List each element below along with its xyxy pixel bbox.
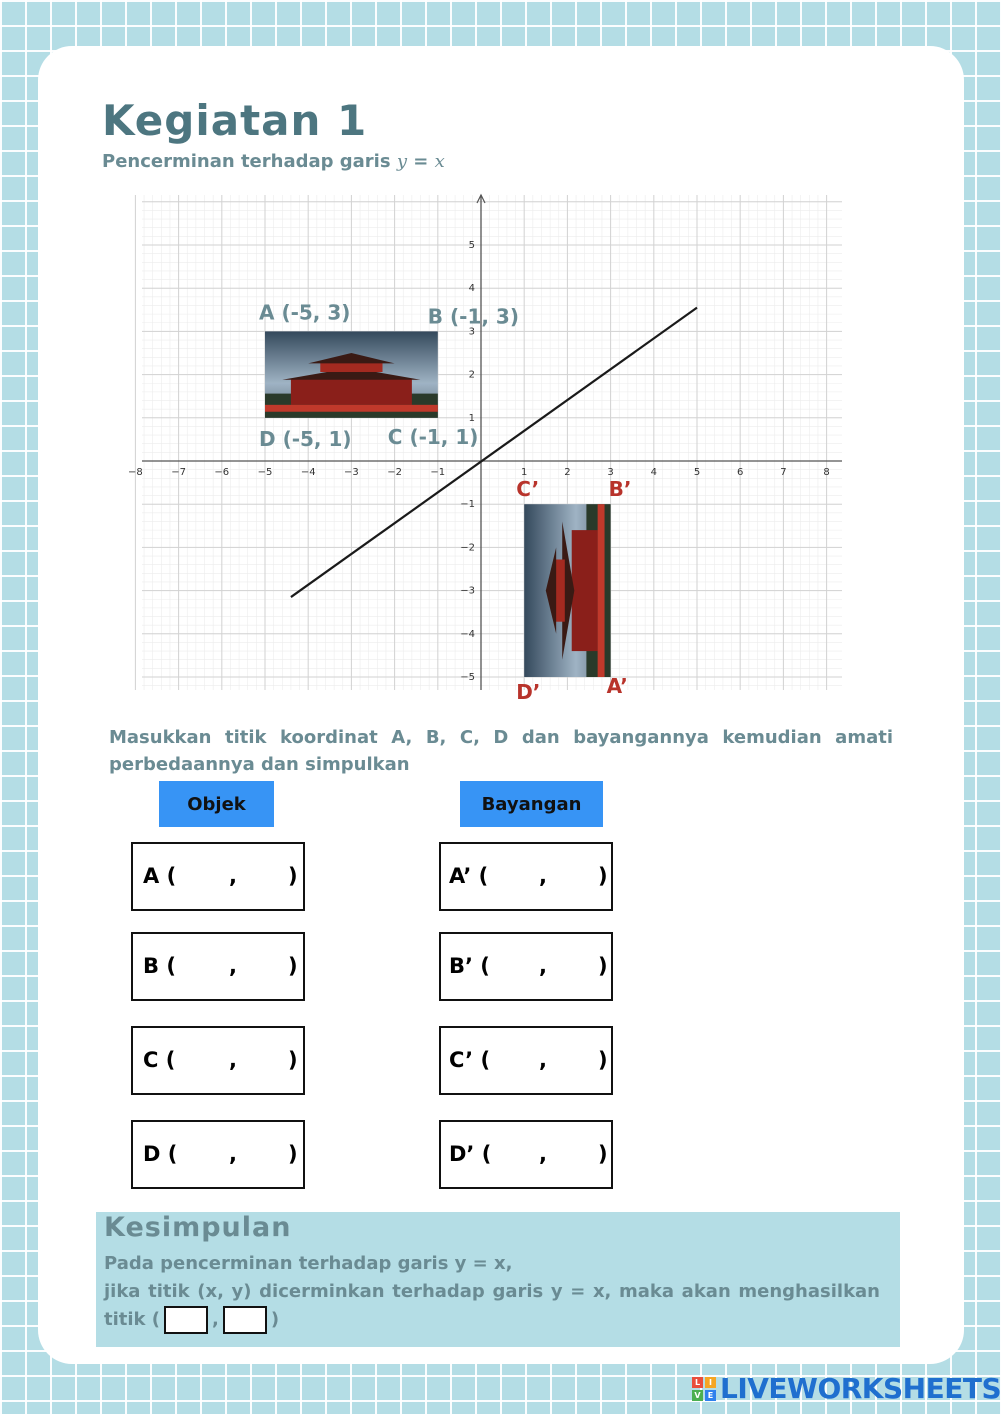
y-tick-label: −1 [460, 499, 475, 511]
image-point-label: C’ [516, 477, 540, 502]
x-tick-label: −4 [300, 467, 316, 478]
x-tick-label: −5 [257, 467, 273, 478]
page-subtitle: Pencerminan terhadap garis y = x [102, 151, 445, 172]
x-tick-label: 8 [823, 467, 830, 478]
conclusion-title: Kesimpulan [104, 1212, 292, 1243]
x-tick-label: −1 [430, 467, 446, 478]
conclusion-line-1: Pada pencerminan terhadap garis y = x, [104, 1253, 513, 1274]
object-point-label: C (-1, 1) [387, 424, 479, 449]
y-tick-label: 1 [468, 412, 475, 424]
coordinate-graph [130, 190, 850, 710]
answer-box-b-prime[interactable]: B’ ( , ) [439, 932, 613, 1001]
y-tick-label: −5 [460, 672, 475, 683]
x-tick-label: −8 [128, 467, 143, 478]
object-header: Objek [159, 781, 274, 827]
y-tick-label: −4 [460, 628, 475, 640]
y-tick-label: 5 [468, 240, 475, 251]
answer-box-a[interactable]: A ( , ) [131, 842, 305, 911]
answer-box-d[interactable]: D ( , ) [131, 1120, 305, 1189]
y-tick-label: 2 [468, 369, 475, 381]
blank-input-y[interactable] [223, 1306, 267, 1334]
answer-box-b[interactable]: B ( , ) [131, 932, 305, 1001]
x-tick-label: 1 [521, 467, 528, 478]
object-point-label: A (-5, 3) [259, 300, 351, 325]
page-title: Kegiatan 1 [102, 96, 368, 145]
blank-input-x[interactable] [164, 1306, 208, 1334]
conclusion-line-2: jika titik (x, y) dicerminkan terhadap garis y = x, maka akan menghasilkan [104, 1281, 880, 1302]
answer-box-d-prime[interactable]: D’ ( , ) [439, 1120, 613, 1189]
answer-box-c[interactable]: C ( , ) [131, 1026, 305, 1095]
conclusion-panel [96, 1212, 900, 1347]
x-tick-label: −6 [214, 467, 230, 478]
image-picture [524, 504, 610, 677]
x-tick-label: 5 [693, 467, 701, 478]
image-point-label: A’ [606, 674, 628, 698]
y-tick-label: −3 [460, 585, 475, 597]
x-tick-label: 6 [737, 467, 744, 478]
conclusion-text [104, 1250, 880, 1334]
y-tick-label: −2 [460, 542, 475, 554]
liveworksheets-logo: L I V E LIVEWORKSHEETS [692, 1372, 1001, 1405]
x-tick-label: −7 [171, 467, 186, 478]
answer-box-c-prime[interactable]: C’ ( , ) [439, 1026, 613, 1095]
instruction-text: Masukkan titik koordinat A, B, C, D dan bayangannya kemudian amati perbedaannya dan simpulkan [109, 727, 893, 775]
image-point-label: D’ [516, 680, 541, 704]
x-tick-label: −2 [387, 467, 402, 478]
x-tick-label: 2 [564, 467, 571, 478]
conclusion-line-3: titik ( , ) [104, 1306, 880, 1334]
object-picture [265, 331, 438, 417]
graph-background [142, 195, 842, 690]
image-header: Bayangan [460, 781, 603, 827]
x-tick-label: 7 [780, 467, 787, 478]
x-tick-label: 3 [607, 467, 614, 478]
y-tick-label: 4 [468, 283, 475, 295]
object-point-label: B (-1, 3) [427, 304, 519, 329]
object-point-label: D (-5, 1) [259, 426, 352, 451]
answer-box-a-prime[interactable]: A’ ( , ) [439, 842, 613, 911]
image-point-label: B’ [608, 477, 632, 502]
x-tick-label: −3 [344, 467, 359, 478]
x-tick-label: 4 [650, 467, 657, 478]
logo-icon: L I V E [692, 1377, 716, 1401]
y-tick-label: 3 [468, 326, 475, 338]
